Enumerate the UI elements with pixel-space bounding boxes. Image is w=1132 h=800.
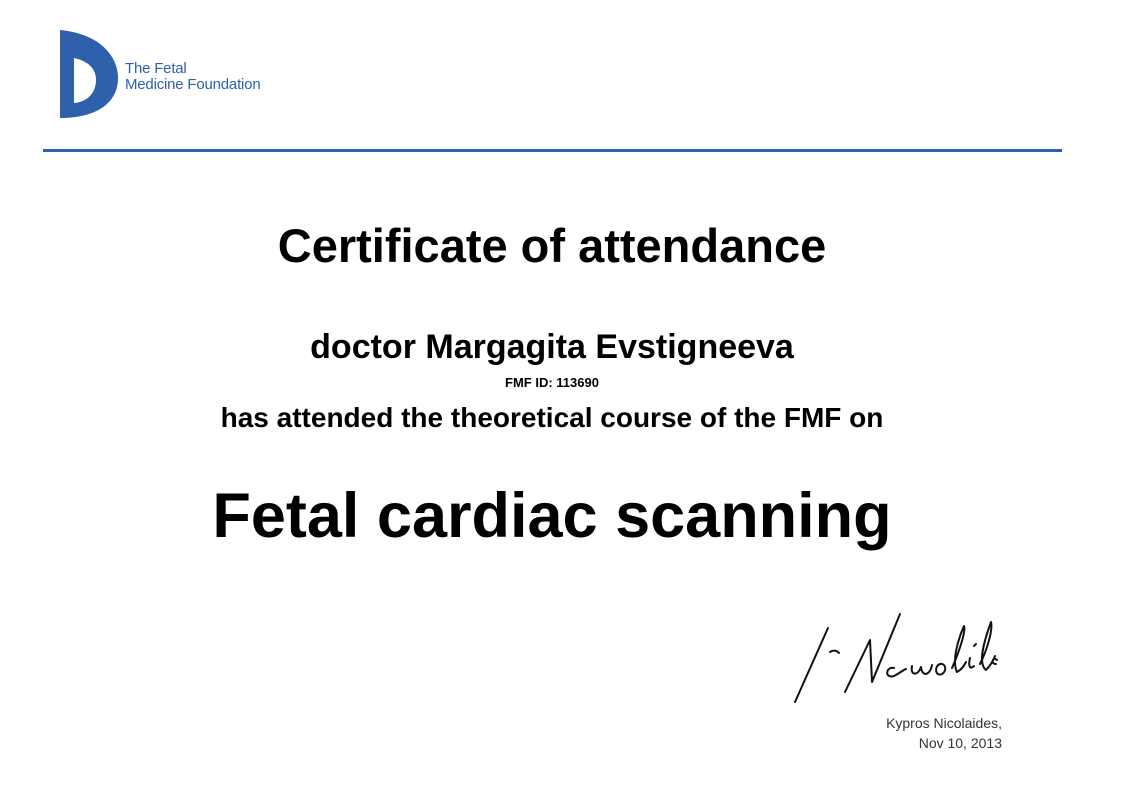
- certificate-title: Certificate of attendance: [277, 219, 827, 272]
- signature-date: Nov 10, 2013: [918, 735, 1002, 751]
- organization-name-line2: Medicine Foundation: [125, 76, 261, 93]
- signer-block: [886, 713, 1002, 753]
- attendance-statement: has attended the theoretical course of the FMF on: [220, 402, 884, 433]
- course-name: Fetal cardiac scanning: [212, 481, 892, 551]
- header-divider: [43, 149, 1062, 152]
- signer-name: Kypros Nicolaides,: [886, 715, 1002, 731]
- recipient-name: doctor Margagita Evstigneeva: [310, 328, 794, 366]
- organization-name: [125, 61, 260, 93]
- fmf-logo: [58, 28, 288, 120]
- handwritten-signature: [790, 600, 1005, 705]
- fmf-id: FMF ID: 113690: [505, 375, 599, 390]
- fmf-logo-icon: [58, 28, 118, 120]
- organization-name-line1: The Fetal: [125, 60, 187, 77]
